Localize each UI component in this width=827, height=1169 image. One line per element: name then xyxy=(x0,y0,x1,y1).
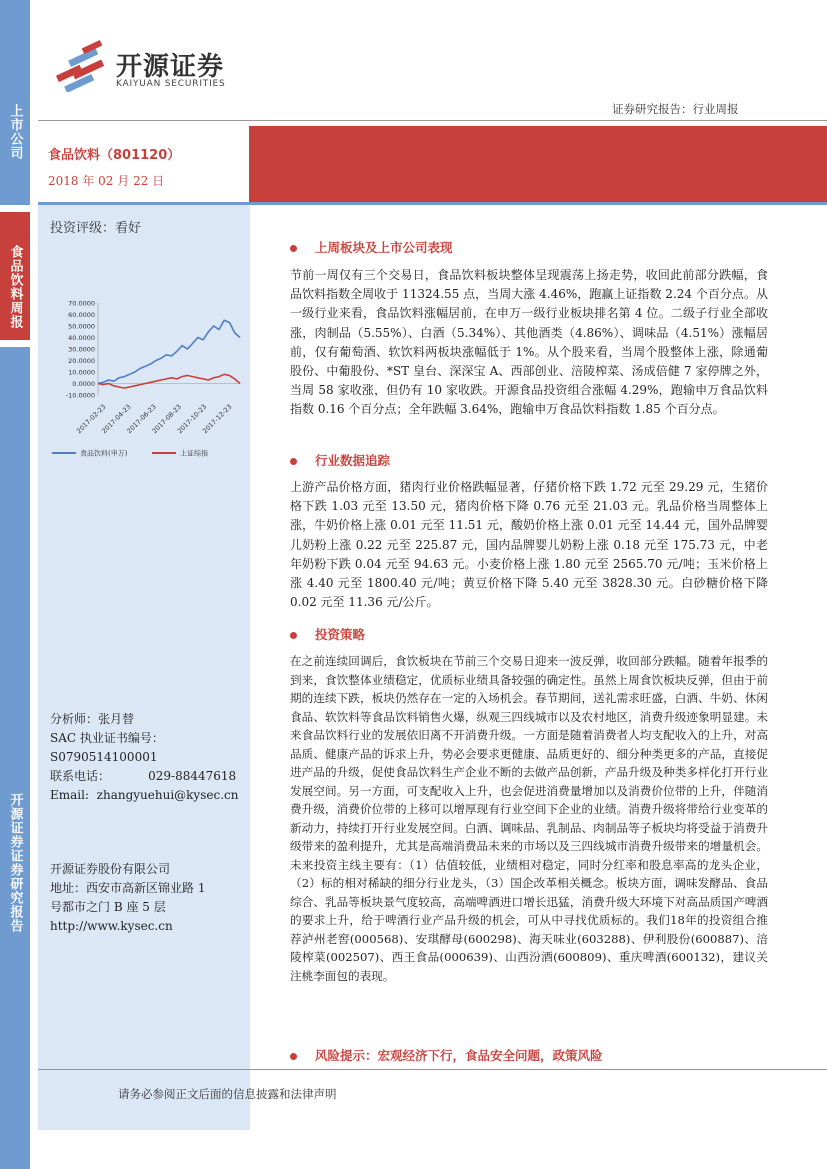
x-tick-label: 2017-06-23 xyxy=(125,402,158,436)
x-tick-label: 2017-10-23 xyxy=(175,402,209,436)
title-band-left xyxy=(38,126,250,202)
legend-label: 食品饮料(申万) xyxy=(80,449,128,458)
y-tick-label: 40.0000 xyxy=(68,334,95,342)
y-tick-label: 10.0000 xyxy=(68,368,95,377)
company-info xyxy=(50,860,245,936)
x-tick-label: 2017-12-23 xyxy=(201,402,234,436)
performance-chart xyxy=(44,295,244,465)
analyst-line: 联系电话： 029-88447618 xyxy=(50,769,237,783)
bullet-icon xyxy=(290,458,297,465)
left-tab-weekly xyxy=(0,212,30,340)
series-line-1 xyxy=(98,374,240,388)
logo-mark-icon xyxy=(54,40,108,92)
risk-warning xyxy=(290,1046,603,1064)
analyst-line: 分析师：张月替 xyxy=(50,712,135,726)
section-heading-market xyxy=(290,238,453,256)
section-heading-strategy xyxy=(290,625,365,643)
series-line-0 xyxy=(98,320,240,383)
section-text-market: 节前一周仅有三个交易日，食品饮料板块整体呈现震荡上扬走势，收回此前部分跌幅，食品饮料指数全周收于 11324.55 点，当周大涨 4.46%，跑赢上证指数 2.24 个百分点。从一级行业来看，食品饮料涨幅居前，在申万一级行业板块排名第 4 位。二级子行业全部收涨，肉制品（5.55%）、白酒（5.34%）、其他酒类（4.86%）、调味品（4.51%）涨幅居前，仅有葡萄酒、软饮料两板块涨幅低于 1%。从个股来看，当周个股整体上涨，除通葡股份、中葡股份、*ST 皇台、深深宝 A、西部创业、涪陵榨菜、汤成倍健 7 家停牌之外，当周 58 家收涨，但仍有 10 家收跌。开源食品投资组合涨幅 4.29%，跑输申万食品饮料指数 0.16 个百分点；全年跌幅 3.64%，跑输申万食品饮料指数 1.85 个百分点。 xyxy=(290,268,768,417)
report-type: 证券研究报告：行业周报 xyxy=(612,102,739,116)
logo-text: 开源证券 xyxy=(116,52,225,82)
analyst-line: S0790514100001 xyxy=(50,750,158,764)
analyst-line: Email: zhangyuehui@kysec.cn xyxy=(50,788,239,802)
section-heading-strategy-text: 投资策略 xyxy=(315,627,366,642)
y-tick-label: -10.0000 xyxy=(65,391,95,400)
y-tick-label: 60.0000 xyxy=(68,311,95,319)
analyst-line: SAC 执业证书编号： xyxy=(50,731,164,745)
left-tab-listed-company xyxy=(0,0,30,205)
report-title: 春节验证升级提速 前期下跌提供买入机会 xyxy=(382,161,695,181)
company-line: 地址：西安市高新区锦业路 1 xyxy=(50,881,206,895)
risk-warning-text: 风险提示：宏观经济下行，食品安全问题，政策风险 xyxy=(315,1048,603,1063)
company-logo xyxy=(54,40,254,100)
footer-disclaimer: 请务必参阅正文后面的信息披露和法律声明 xyxy=(118,1087,337,1101)
y-tick-label: 0.0000 xyxy=(72,380,95,388)
logo-subtext: KAIYUAN SECURITIES xyxy=(116,79,226,89)
y-tick-label: 70.0000 xyxy=(68,299,95,308)
legend-label: 上证综指 xyxy=(180,449,208,458)
header-rule xyxy=(38,120,827,121)
left-tab-weekly-label: 食品饮料周报 xyxy=(7,245,23,329)
section-text-strategy: 在之前连续回调后，食饮板块在节前三个交易日迎来一波反弹，收回部分跌幅。随着年报季的到来，食饮整体业绩稳定，优质标业绩具备较强的确定性。虽然上周食饮板块反弹，但由于前期的连续下跌，板块仍然存在一定的入场机会。春节期间，送礼需求旺盛，白酒、牛奶、休闲食品、软饮料等食品饮料销售火爆，纵观三四线城市以及农村地区，消费升级迹象明显建。未来食品饮料行业的发展依旧离不开消费升级。一方面是随着消费者人均支配收入的上升，对高品质、健康产品的诉求上升，势必会要求更健康、品质更好的、细分种类更多的产品，直接促进产品的升级，促使食品饮料生产企业不断的去做产品创新，产品升级及种类多样化打开行业发展空间。另一方面，可支配收入上升，也会促进消费量增加以及消费价位带的上升，伴随消费升级，消费价位带的上移可以增厚现有行业空间下企业的业绩。消费升级将带给行业变革的新动力，持续打开行业发展空间。白酒、调味品、乳制品、肉制品等子板块均将受益于消费升级带来的盈利提升，尤其是高端消费品未来的市场以及三四线城市消费升级带来的增量机会。未来投资主线主要有：（1）估值较低，业绩相对稳定，同时分红率和股息率高的龙头企业，（2）标的相对稀缺的细分行业龙头，（3）国企改革相关概念。板块方面，调味发酵品、食品综合、乳品等板块景气度较高，高端啤酒进口增长迅猛，消费升级大环境下对高品质国产啤酒的要求上升，给于啤酒行业产品升级的机会，可从中寻找优质标的。我们18年的投资组合推荐泸州老窖(000568)、安琪酵母(600298)、海天味业(603288)、伊利股份(600887)、涪陵榨菜(002507)、西王食品(000639)、山西汾酒(600809)、重庆啤酒(600132)，建议关注桃李面包的表现。 xyxy=(290,654,768,983)
bullet-icon xyxy=(290,632,297,639)
x-tick-label: 2017-04-23 xyxy=(100,402,133,436)
left-tab-report xyxy=(0,347,30,1169)
footer-rule xyxy=(38,1069,827,1070)
report-date: 2018 年 02 月 22 日 xyxy=(48,174,165,188)
company-line: 开源证券股份有限公司 xyxy=(50,862,171,876)
company-line: http://www.kysec.cn xyxy=(50,919,173,933)
y-tick-label: 20.0000 xyxy=(68,357,95,365)
section-text-data: 上游产品价格方面，猪肉行业价格跌幅显著，仔猪价格下跌 1.72 元至 29.29 元，生猪价格下跌 1.03 元至 13.50 元，猪肉价格下降 0.76 元至 21.03 元。乳品价格当周整体上涨，牛奶价格上涨 0.01 元至 11.51 元，酸奶价格上涨 0.01 元至 14.44 元，国外品牌婴儿奶粉上涨 0.22 元至 225.87 元，国内品牌婴儿奶粉上涨 0.18 元至 175.73 元，中老年奶粉下跌 0.04 元至 94.63 元。小麦价格上涨 1.80 元至 2565.70 元/吨；玉米价格上涨 4.40 元至 1800.40 元/吨；黄豆价格下降 5.40 元至 3828.30 元。白砂糖价格下降 0.02 元至 11.36 元/公斤。 xyxy=(290,480,768,610)
y-tick-label: 50.0000 xyxy=(68,322,95,331)
section-heading-market-text: 上周板块及上市公司表现 xyxy=(315,240,453,255)
left-tab-report-label: 开源证券证券研究报告 xyxy=(7,793,23,933)
section-heading-data-text: 行业数据追踪 xyxy=(315,453,391,468)
bullet-icon xyxy=(290,1053,297,1060)
company-line: 号都市之门 B 座 5 层 xyxy=(50,900,166,914)
x-tick-label: 2017-08-23 xyxy=(150,402,184,436)
left-tab-listed-company-label: 上市公司 xyxy=(7,103,23,160)
section-heading-data xyxy=(290,451,390,469)
y-tick-label: 30.0000 xyxy=(68,345,95,354)
sector-code: 食品饮料（801120） xyxy=(48,148,181,163)
bullet-icon xyxy=(290,245,297,252)
analyst-info xyxy=(50,710,245,805)
x-tick-label: 2017-02-23 xyxy=(75,402,108,436)
investment-rating: 投资评级：看好 xyxy=(50,221,142,236)
